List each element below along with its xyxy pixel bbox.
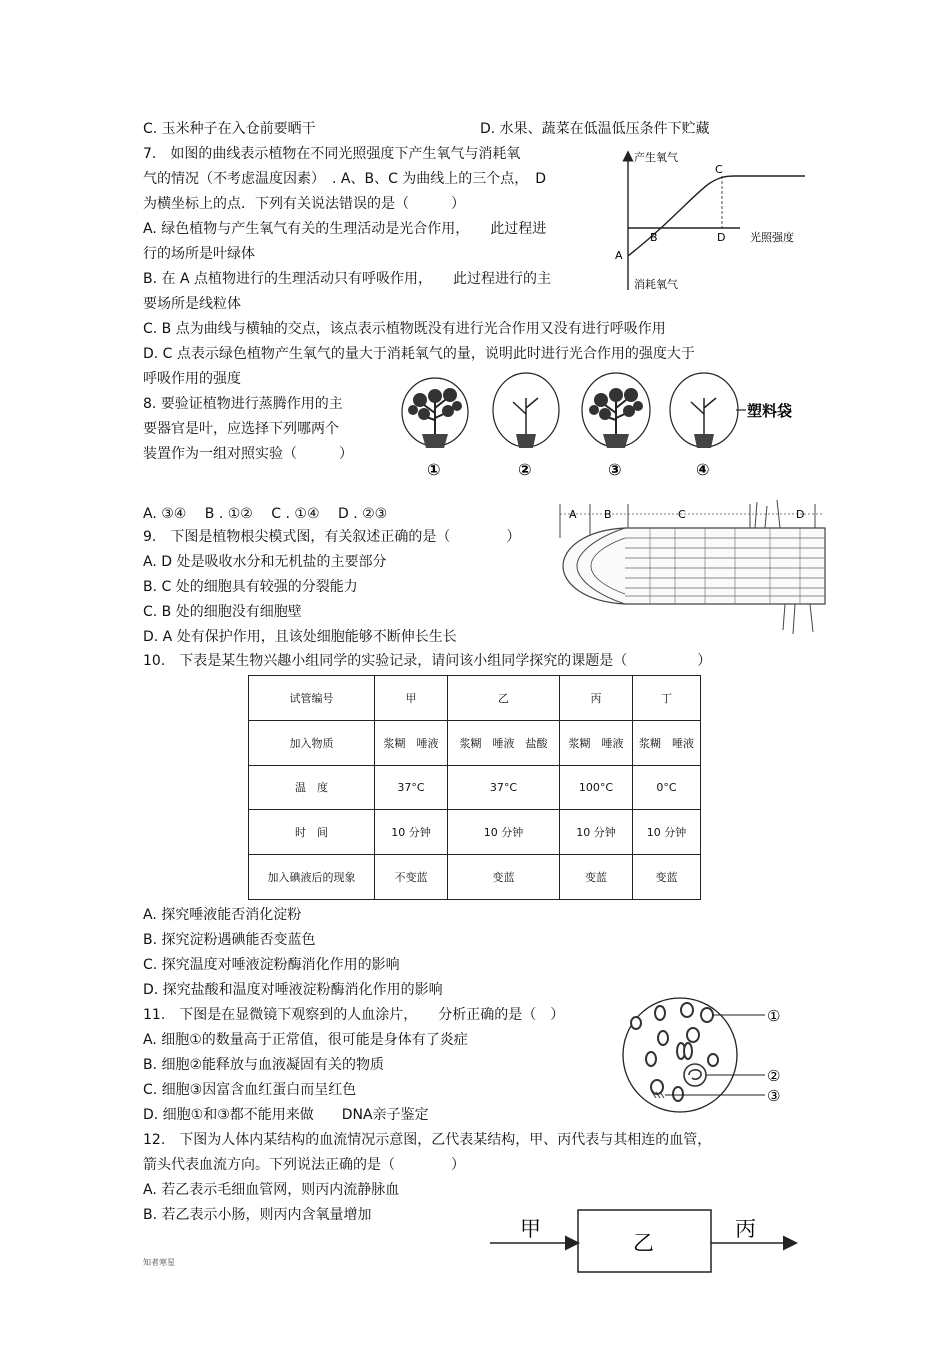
device-3 <box>582 373 650 448</box>
cell-3-label: ③ <box>767 1087 781 1105</box>
q9-option-c: C. B 处的细胞没有细胞壁 <box>143 604 302 620</box>
table-cell: 10 分钟 <box>375 810 448 855</box>
table-cell: 时 间 <box>249 810 375 855</box>
device-4 <box>670 373 738 448</box>
blood-smear-diagram <box>615 995 795 1117</box>
table-cell: 37°C <box>448 765 560 810</box>
y-top-label: 产生氧气 <box>634 151 678 164</box>
table-cell: 温 度 <box>249 765 375 810</box>
table-cell: 试管编号 <box>249 676 375 721</box>
q7-option-d: D. C 点表示绿色植物产生氧气的量大于消耗氧气的量，说明此时进行光合作用的强度大于 <box>143 346 695 362</box>
question-8-stem-2: 要器官是叶，应选择下列哪两个 <box>143 421 339 437</box>
table-cell: 浆糊 唾液 <box>633 720 701 765</box>
point-c-label: C <box>715 163 723 176</box>
point-b-label: B <box>650 231 658 244</box>
q7-option-b-cont: 要场所是线粒体 <box>143 296 241 312</box>
table-cell: 37°C <box>375 765 448 810</box>
device-3-number: ③ <box>608 460 622 479</box>
device-1 <box>402 378 468 448</box>
table-cell: 加入物质 <box>249 720 375 765</box>
root-label-d: D <box>796 508 805 521</box>
q8-options: A. ③④ B . ①② C . ①④ D . ②③ <box>143 506 388 522</box>
table-cell: 100°C <box>560 765 633 810</box>
q11-option-a: A. 细胞①的数量高于正常值，很可能是身体有了炎症 <box>143 1032 468 1048</box>
cell-2-label: ② <box>767 1067 781 1085</box>
table-cell: 乙 <box>448 676 560 721</box>
q7-option-a-cont: 行的场所是叶绿体 <box>143 246 255 262</box>
plant-bag-devices <box>398 368 818 483</box>
oxygen-curve <box>628 176 805 256</box>
q10-option-b: B. 探究淀粉遇碘能否变蓝色 <box>143 932 316 948</box>
question-11-stem: 11. 下图是在显微镜下观察到的人血涂片， 分析正确的是（ ） <box>143 1007 565 1023</box>
table-row <box>249 855 701 900</box>
table-row <box>249 765 701 810</box>
q11-option-b: B. 细胞②能释放与血液凝固有关的物质 <box>143 1057 385 1073</box>
table-cell: 变蓝 <box>633 855 701 900</box>
root-tip-diagram <box>555 498 827 636</box>
device-2-number: ② <box>518 460 532 479</box>
q10-option-a: A. 探究唾液能否消化淀粉 <box>143 907 302 923</box>
point-d-label: D <box>717 231 726 244</box>
table-cell: 10 分钟 <box>560 810 633 855</box>
red-blood-cells <box>631 1003 718 1101</box>
y-bottom-label: 消耗氧气 <box>634 278 678 291</box>
root-body <box>563 528 825 604</box>
question-10-stem: 10. 下表是某生物兴趣小组同学的实验记录，请问该小组同学探究的课题是（ ） <box>143 653 712 669</box>
experiment-table <box>248 675 701 900</box>
table-cell: 浆糊 唾液 <box>560 720 633 765</box>
q12-option-a: A. 若乙表示毛细血管网，则丙内流静脉血 <box>143 1182 400 1198</box>
white-blood-cell <box>684 1064 706 1086</box>
structure-yi-label: 乙 <box>633 1231 654 1255</box>
option-d-q6: D. 水果、蔬菜在低温低压条件下贮藏 <box>480 121 710 137</box>
x-axis-label: 光照强度 <box>750 231 794 244</box>
table-cell: 0°C <box>633 765 701 810</box>
q9-option-b: B. C 处的细胞具有较强的分裂能力 <box>143 579 358 595</box>
table-cell: 丙 <box>560 676 633 721</box>
table-row <box>249 676 701 721</box>
table-cell: 变蓝 <box>560 855 633 900</box>
question-12-stem: 12. 下图为人体内某结构的血流情况示意图，乙代表某结构，甲、丙代表与其相连的血管， <box>143 1132 712 1148</box>
root-label-a: A <box>569 508 577 521</box>
q12-option-b: B. 若乙表示小肠，则丙内含氧量增加 <box>143 1207 372 1223</box>
q7-option-d-cont: 呼吸作用的强度 <box>143 371 241 387</box>
table-cell: 浆糊 唾液 <box>375 720 448 765</box>
point-a-label: A <box>615 249 623 262</box>
device-4-number: ④ <box>696 460 710 479</box>
question-8-stem-3: 装置作为一组对照实验（ ） <box>143 446 353 462</box>
table-row <box>249 810 701 855</box>
option-c-q6: C. 玉米种子在入仓前要晒干 <box>143 121 316 137</box>
table-cell: 10 分钟 <box>633 810 701 855</box>
question-9-stem: 9. 下图是植物根尖模式图，有关叙述正确的是（ ） <box>143 529 521 545</box>
q10-option-d: D. 探究盐酸和温度对唾液淀粉酶消化作用的影响 <box>143 982 443 998</box>
device-2 <box>493 373 559 448</box>
q9-option-a: A. D 处是吸收水分和无机盐的主要部分 <box>143 554 387 570</box>
q7-option-a: A. 绿色植物与产生氧气有关的生理活动是光合作用， 此过程进 <box>143 221 547 237</box>
table-cell: 10 分钟 <box>448 810 560 855</box>
q11-option-c: C. 细胞③因富含血红蛋白而呈红色 <box>143 1082 357 1098</box>
vessel-jia-label: 甲 <box>520 1217 541 1241</box>
q9-option-d: D. A 处有保护作用，且该处细胞能够不断伸长生长 <box>143 629 457 645</box>
device-1-number: ① <box>427 460 441 479</box>
bag-label: 塑料袋 <box>747 402 793 420</box>
table-cell: 浆糊 唾液 盐酸 <box>448 720 560 765</box>
q7-option-c: C. B 点为曲线与横轴的交点，该点表示植物既没有进行光合作用又没有进行呼吸作用 <box>143 321 666 337</box>
table-cell: 丁 <box>633 676 701 721</box>
question-7-stem-3: 为横坐标上的点．下列有关说法错误的是（ ） <box>143 196 465 212</box>
root-label-c: C <box>678 508 686 521</box>
cell-1-label: ① <box>767 1007 781 1025</box>
table-cell: 不变蓝 <box>375 855 448 900</box>
question-12-stem-2: 箭头代表血流方向。下列说法正确的是（ ） <box>143 1157 465 1173</box>
q11-option-d: D. 细胞①和③都不能用来做 DNA亲子鉴定 <box>143 1107 429 1123</box>
table-cell: 加入碘液后的现象 <box>249 855 375 900</box>
oxygen-light-graph <box>610 148 810 293</box>
question-7-stem-2: 气的情况（不考虑温度因素） . A、B、C 为曲线上的三个点， D <box>143 171 547 187</box>
table-cell: 变蓝 <box>448 855 560 900</box>
table-cell: 甲 <box>375 676 448 721</box>
q7-option-b: B. 在 A 点植物进行的生理活动只有呼吸作用， 此过程进行的主 <box>143 271 551 287</box>
vessel-bing-label: 丙 <box>735 1217 756 1241</box>
root-label-b: B <box>604 508 612 521</box>
question-7-stem: 7. 如图的曲线表示植物在不同光照强度下产生氧气与消耗氧 <box>143 146 521 162</box>
page-footer: 知者寒星 <box>143 1258 175 1267</box>
q10-option-c: C. 探究温度对唾液淀粉酶消化作用的影响 <box>143 957 400 973</box>
blood-flow-diagram <box>485 1180 805 1280</box>
table-row <box>249 720 701 765</box>
question-8-stem: 8. 要验证植物进行蒸腾作用的主 <box>143 396 343 412</box>
